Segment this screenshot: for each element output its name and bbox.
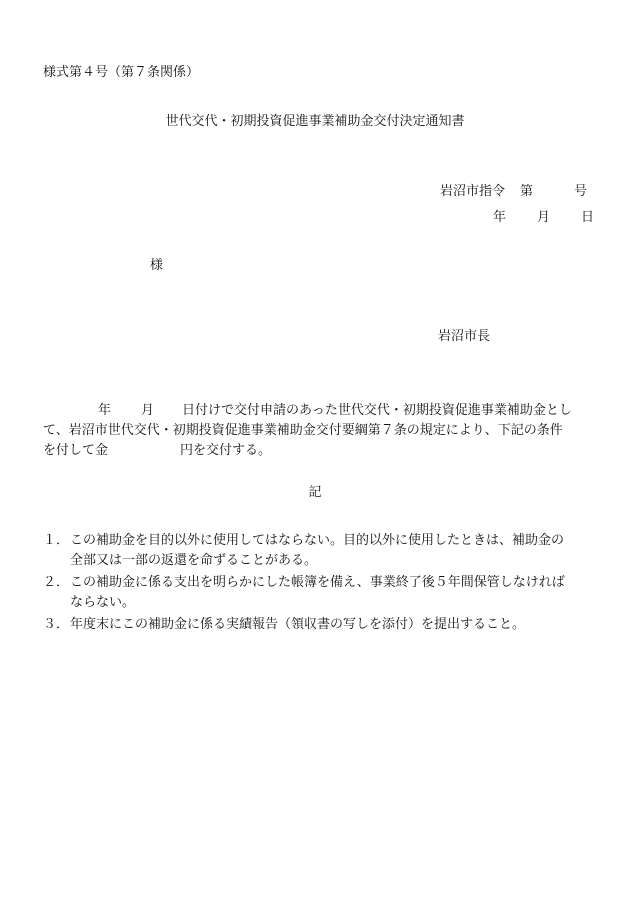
document-title: 世代交代・初期投資促進事業補助金交付決定通知書 xyxy=(165,114,465,129)
issue-date-day: 日 xyxy=(581,210,595,225)
issue-date-month: 月 xyxy=(537,210,551,225)
sender: 岩沼市長 xyxy=(438,329,491,344)
condition-text: この補助金を目的以外に使用してはならない。目的以外に使用したときは、補助金の xyxy=(70,533,565,548)
condition-item xyxy=(43,573,593,613)
body-year: 年 xyxy=(98,403,112,418)
body-line-1 xyxy=(43,401,588,421)
body-line-3 xyxy=(43,441,588,461)
condition-number: １． xyxy=(43,533,70,548)
condition-item xyxy=(43,615,593,635)
body-paragraph xyxy=(43,401,588,461)
document-number-prefix: 岩沼市指令 xyxy=(440,184,506,199)
document-number xyxy=(440,185,587,198)
condition-text: この補助金に係る支出を明らかにした帳簿を備え、事業終了後５年間保管しなければ xyxy=(70,575,565,590)
body-amount-pre: を付して金 xyxy=(43,443,109,458)
ki-heading: 記 xyxy=(308,485,322,500)
condition-number: ３． xyxy=(43,617,70,632)
condition-text-continued: ならない。 xyxy=(70,595,136,610)
body-amount-post: 円を交付する。 xyxy=(180,443,272,458)
addressee: 様 xyxy=(150,258,164,273)
condition-number: ２． xyxy=(43,575,70,590)
condition-item xyxy=(43,531,593,571)
body-line-2: て、岩沼市世代交代・初期投資促進事業補助金交付要綱第７条の規定により、下記の条件 xyxy=(43,423,563,438)
issue-date xyxy=(493,211,594,224)
condition-text-continued: 全部又は一部の返還を命ずることがある。 xyxy=(70,553,318,568)
document-number-go: 号 xyxy=(574,184,588,199)
body-line-1-rest: 日付けで交付申請のあった世代交代・初期投資促進事業補助金とし xyxy=(182,403,572,418)
issue-date-year: 年 xyxy=(493,210,507,225)
condition-text: 年度末にこの補助金に係る実績報告（領収書の写しを添付）を提出すること。 xyxy=(70,617,526,632)
conditions-list xyxy=(43,531,593,637)
document-number-dai: 第 xyxy=(520,184,534,199)
form-number: 様式第４号（第７条関係） xyxy=(43,65,200,80)
body-month: 月 xyxy=(141,403,155,418)
